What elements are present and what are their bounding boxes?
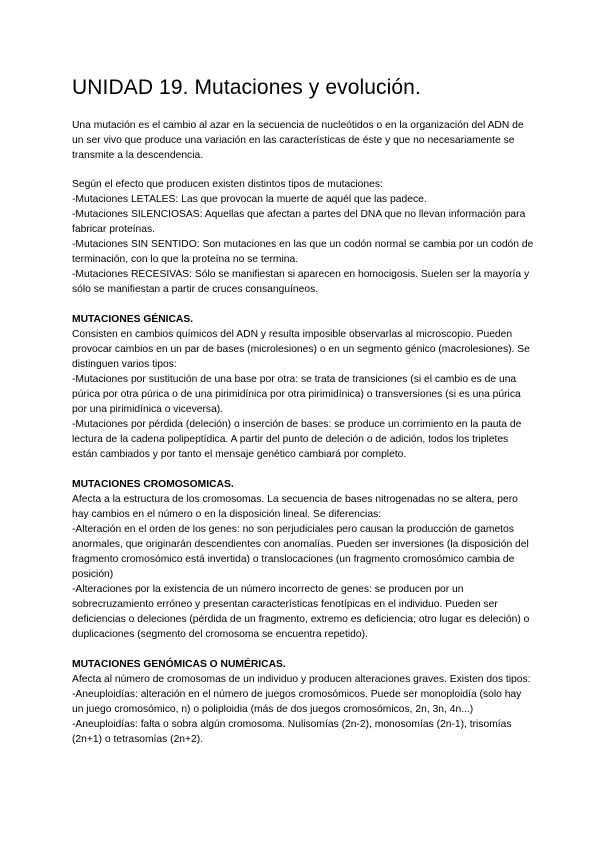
section-paragraph: -Alteración en el orden de los genes: no son perjudiciales pero causan la producción de gametos anormales, que originarán descendientes con anomalías. Pueden ser inversiones (la disposición del fragmento cromosómico está invertida) o translocaciones (un fragmento cromosómico cambia de posición) [72,524,529,580]
effects-item-silenciosas: -Mutaciones SILENCIOSAS: Aquellas que afectan a partes del DNA que no llevan información para fabricar proteínas. [72,209,526,235]
section-paragraph: Consisten en cambios químicos del ADN y resulta imposible observarlas al microscopio. Pueden provocar cambios en un par de bases (microlesiones) o en un segmento génico (macrolesiones). Se distinguen varios tipos: [72,329,530,370]
page-title: UNIDAD 19. Mutaciones y evolución. [72,76,421,99]
section-paragraph: -Mutaciones por sustitución de una base por otra: se trata de transiciones (si el cambio es de una púrica por otra púrica o de una pirimidínica por otra pirimidínica) o transversiones (si es una púrica por una pirimidínica o viceversa). [72,374,521,415]
section-mutaciones-cromosomicas [72,477,534,642]
section-paragraph: -Aneuploidías: falta o sobra algún cromosoma. Nulisomías (2n-2), monosomías (2n-1), trisomías (2n+1) o tetrasomías (2n+2). [72,719,512,745]
section-paragraph: -Aneuploidías: alteración en el número de juegos cromosómicos. Puede ser monoploidía (solo hay un juego cromosómico, n) o poliploidia (más de dos juegos cromosómicos, 2n, 3n, 4n...) [72,689,522,715]
section-mutaciones-genomicas [72,657,534,747]
document-page [72,74,534,747]
spacer [72,163,534,177]
effects-block [72,177,534,297]
section-paragraph: Afecta al número de cromosomas de un individuo y producen alteraciones graves. Existen dos tipos: [72,674,531,685]
section-paragraph: -Mutaciones por pérdida (deleción) o inserción de bases: se produce un corrimiento en la pauta de lectura de la cadena polipeptídica. A partir del punto de deleción o de adición, todos los tripletes están cambiados y por tanto el mensaje genético cambiará por completo. [72,419,522,460]
spacer [72,462,534,477]
intro-paragraph: Una mutación es el cambio al azar en la secuencia de nucleótidos o en la organización del ADN de un ser vivo que produce una variación en las características de éste y que no necesariamente se transmite a la descendencia. [72,120,524,161]
section-heading: MUTACIONES CROMOSOMICAS. [72,479,234,490]
section-paragraph: Afecta a la estructura de los cromosomas. La secuencia de bases nitrogenadas no se altera, pero hay cambios en el número o en la disposición lineal. Se diferencias: [72,494,518,520]
spacer [72,297,534,312]
section-heading: MUTACIONES GÉNICAS. [72,314,194,325]
section-heading: MUTACIONES GENÓMICAS O NUMÉRICAS. [72,659,286,670]
section-mutaciones-genicas [72,312,534,462]
effects-lead: Según el efecto que producen existen distintos tipos de mutaciones: [72,179,383,190]
spacer [72,642,534,657]
effects-item-letales: -Mutaciones LETALES: Las que provocan la muerte de aquél que las padece. [72,194,427,205]
effects-item-recesivas: -Mutaciones RECESIVAS: Sólo se manifiestan si aparecen en homocigosis. Suelen ser la mayoría y sólo se manifiestan a partir de cruces consanguíneos. [72,269,530,295]
effects-item-sin-sentido: -Mutaciones SIN SENTIDO: Son mutaciones en las que un codón normal se cambia por un codón de terminación, con lo que la proteína no se termina. [72,239,534,265]
section-paragraph: -Alteraciones por la existencia de un número incorrecto de genes: se producen por un sobrecruzamiento erróneo y presentan características fenotípicas en el individuo. Pueden ser deficiencias o deleciones (pérdida de un fragmento, extremo es deficiencia; otro lugar es deleción) o duplicaciones (segmento del cromosoma se encuentra repetido). [72,584,530,640]
